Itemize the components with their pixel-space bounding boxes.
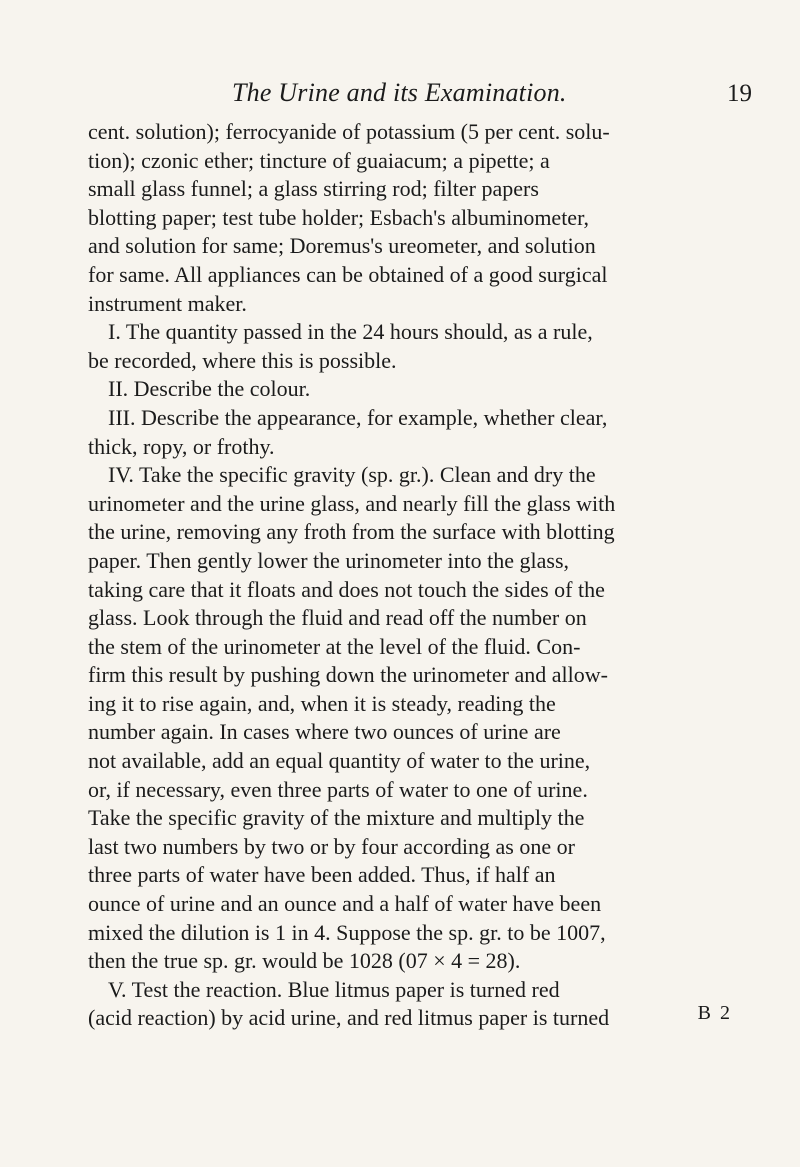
text-line: taking care that it floats and does not touch the sides of the [88, 576, 605, 602]
text-line: firm this result by pushing down the urinometer and allow- [88, 662, 608, 688]
text-line: blotting paper; test tube holder; Esbach's albuminometer, [88, 204, 590, 230]
text-line: ing it to rise again, and, when it is steady, reading the [88, 690, 556, 716]
text-line: be recorded, where this is possible. [88, 347, 397, 373]
text-line: number again. In cases where two ounces of urine are [88, 719, 561, 745]
text-line: mixed the dilution is 1 in 4. Suppose the sp. gr. to be 1007, [88, 919, 606, 945]
text-line: last two numbers by two or by four according as one or [88, 833, 575, 859]
text-line: Take the specific gravity of the mixture and multiply the [88, 805, 585, 831]
text-line: for same. All appliances can be obtained of a good surgical [88, 261, 608, 287]
text-line: instrument maker. [88, 290, 247, 316]
text-line: the stem of the urinometer at the level of the fluid. Con- [88, 633, 581, 659]
text-line: or, if necessary, even three parts of water to one of urine. [88, 776, 588, 802]
text-line: V. Test the reaction. Blue litmus paper is turned red [108, 976, 560, 1002]
page-body [88, 118, 771, 1033]
text-line: ounce of urine and an ounce and a half of water have been [88, 891, 602, 917]
text-line: not available, add an equal quantity of water to the urine, [88, 748, 591, 774]
text-line: small glass funnel; a glass stirring rod; filter papers [88, 176, 539, 202]
text-line: III. Describe the appearance, for example, whether clear, [108, 404, 608, 430]
text-line: tion); czonic ether; tincture of guaiacum; a pipette; a [88, 147, 550, 173]
text-line: cent. solution); ferrocyanide of potassium (5 per cent. solu- [88, 119, 610, 144]
text-line: I. The quantity passed in the 24 hours should, as a rule, [108, 319, 593, 345]
text-line: then the true sp. gr. would be 1028 (07 × 4 = 28). [88, 948, 521, 974]
page-number: 19 [727, 80, 752, 107]
text-line: the urine, removing any froth from the surface with blotting [88, 519, 615, 545]
text-line: three parts of water have been added. Thus, if half an [88, 862, 556, 888]
text-line: glass. Look through the fluid and read off the number on [88, 605, 587, 631]
text-line: and solution for same; Doremus's ureometer, and solution [88, 233, 596, 259]
text-line: thick, ropy, or frothy. [88, 433, 275, 459]
running-title: The Urine and its Examination. [232, 78, 567, 107]
text-line: IV. Take the specific gravity (sp. gr.). Clean and dry the [108, 462, 596, 488]
text-line: (acid reaction) by acid urine, and red litmus paper is turned [88, 1005, 610, 1031]
text-line: paper. Then gently lower the urinometer into the glass, [88, 547, 570, 573]
signature-mark: B 2 [697, 1002, 732, 1024]
text-line: II. Describe the colour. [108, 376, 311, 402]
text-line: urinometer and the urine glass, and nearly fill the glass with [88, 490, 616, 516]
